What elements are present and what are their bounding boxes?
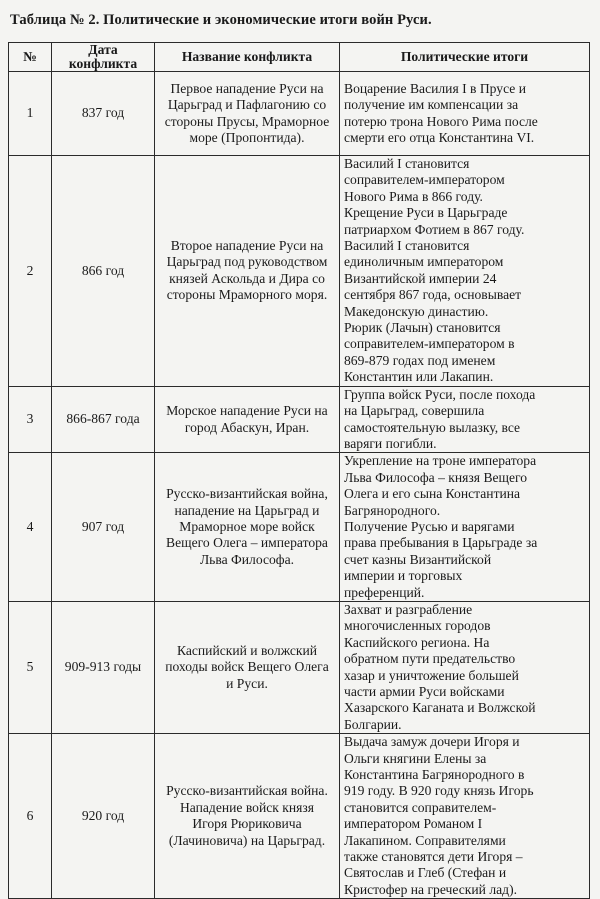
conflict-name-line: море (Пропонтида).: [189, 129, 305, 145]
conflict-name-line: Царьград и Пафлагонию со: [167, 97, 327, 113]
political-results-line: на Царьград, совершила: [344, 403, 485, 419]
conflict-name: [155, 734, 340, 899]
conflict-name: [155, 156, 340, 387]
political-results-line: Болгарии.: [344, 716, 402, 732]
political-results-line: Лакапином. Соправителями: [344, 832, 506, 848]
conflict-name-line: Нападение войск князя: [179, 799, 315, 815]
conflict-name-line: Мраморное море войск: [179, 518, 315, 534]
political-results-line: Византийской империи 24: [344, 270, 497, 286]
political-results: [340, 601, 590, 733]
row-number: 4: [9, 453, 52, 602]
political-results-line: соправителем-императором в: [344, 336, 515, 352]
political-results-line: становится соправителем-: [344, 799, 497, 815]
conflict-name-line: и Руси.: [226, 675, 268, 691]
table-row: [9, 734, 590, 899]
table-title: Таблица № 2. Политические и экономические итоги войн Руси.: [10, 12, 432, 28]
political-results-line: Нового Рима в 866 году.: [344, 188, 483, 204]
table-row: [9, 453, 590, 602]
political-results-line: Олега и его сына Константина: [344, 486, 521, 502]
political-results-line: потерю трона Нового Рима после: [344, 113, 538, 129]
political-results-line: Хазарского Каганата и Волжской: [344, 700, 536, 716]
political-results-line: преференций.: [344, 584, 425, 600]
political-results: [340, 156, 590, 387]
conflict-name-line: Второе нападение Руси на: [170, 238, 324, 254]
conflict-name: [155, 72, 340, 156]
political-results-line: Рюрик (Лачын) становится: [344, 320, 501, 336]
political-results-line: Льва Философа – князя Вещего: [344, 469, 528, 485]
conflict-name-line: Русско-византийская война,: [166, 486, 328, 502]
row-number: 5: [9, 601, 52, 733]
political-results-line: хазар и уничтожение большей: [344, 667, 519, 683]
conflict-name-line: Морское нападение Руси на: [166, 403, 328, 419]
row-number: 2: [9, 156, 52, 387]
conflict-date: 866 год: [52, 156, 155, 387]
conflict-date: 907 год: [52, 453, 155, 602]
conflict-date: 866-867 года: [52, 386, 155, 453]
political-results-line: Багрянородного.: [344, 502, 441, 518]
political-results-line: права пребывания в Царьграде за: [344, 535, 538, 551]
conflict-date: 920 год: [52, 734, 155, 899]
wars-results-table: [8, 42, 590, 899]
table-row: [9, 72, 590, 156]
political-results-line: Кристофер на греческий лад).: [344, 881, 517, 897]
conflict-name-line: Русско-византийская война.: [166, 783, 328, 799]
political-results-line: самостоятельную вылазку, все: [344, 419, 521, 435]
political-results-line: обратном пути предательство: [344, 651, 516, 667]
conflict-name-line: нападение на Царьград и: [174, 502, 320, 518]
political-results-line: Василий I становится: [344, 238, 470, 254]
political-results-line: также становятся дети Игоря –: [344, 849, 523, 865]
conflict-name-line: Льва Философа.: [199, 551, 295, 567]
political-results-line: многочисленных городов: [344, 618, 491, 634]
conflict-name-line: Царьград под руководством: [166, 254, 328, 270]
header-political-results: Политические итоги: [340, 43, 590, 72]
political-results: [340, 453, 590, 602]
row-number: 3: [9, 386, 52, 453]
table-row: [9, 386, 590, 453]
conflict-name-line: город Абаскун, Иран.: [184, 419, 310, 435]
political-results-line: Захват и разграбление: [344, 601, 473, 617]
political-results-line: Группа войск Руси, после похода: [344, 386, 536, 402]
political-results-line: смерти его отца Константина VI.: [344, 129, 535, 145]
political-results-line: Василий I становится: [344, 156, 470, 171]
conflict-name-line: (Лачиновича) на Царьград.: [168, 832, 326, 848]
political-results-line: Укрепление на троне императора: [344, 453, 537, 469]
political-results-line: Каспийского региона. На: [344, 634, 490, 650]
conflict-name-line: Вещего Олега – императора: [166, 535, 328, 551]
political-results-line: императором Романом I: [344, 816, 483, 832]
conflict-name-line: Первое нападение Руси на: [170, 80, 324, 96]
political-results-line: патриархом Фотием в 867 году.: [344, 221, 525, 237]
header-date: Дата конфликта: [52, 43, 155, 72]
row-number: 1: [9, 72, 52, 156]
table-row: [9, 601, 590, 733]
political-results-line: части армии Руси войсками: [344, 684, 505, 699]
conflict-name: [155, 453, 340, 602]
political-results-line: 869-879 годах под именем: [344, 352, 496, 368]
conflict-date: 837 год: [52, 72, 155, 156]
political-results-line: Получение Русью и варягами: [344, 518, 515, 534]
conflict-date: 909-913 годы: [52, 601, 155, 733]
conflict-name-line: Каспийский и волжский: [176, 642, 318, 658]
row-number: 6: [9, 734, 52, 899]
table-header-row: [9, 43, 590, 72]
conflict-name-line: стороны Мраморного моря.: [166, 287, 328, 303]
political-results-line: соправителем-императором: [344, 172, 505, 188]
political-results-line: получение им компенсации за: [344, 97, 519, 113]
political-results-line: счет казны Византийской: [344, 551, 492, 567]
political-results-line: варяги погибли.: [344, 435, 437, 451]
political-results-line: Константина Багрянородного в: [344, 767, 525, 783]
political-results-line: Ольги княгини Елены за: [344, 750, 487, 766]
political-results-line: сентября 867 года, основывает: [344, 287, 522, 303]
political-results-line: Македонскую династию.: [344, 303, 489, 319]
conflict-name-line: стороны Прусы, Мраморное: [164, 113, 330, 129]
conflict-name: [155, 601, 340, 733]
conflict-name: [155, 386, 340, 453]
political-results-line: Крещение Руси в Царьграде: [344, 205, 508, 221]
political-results-line: Выдача замуж дочери Игоря и: [344, 734, 520, 750]
political-results: [340, 72, 590, 156]
conflict-name-line: Игоря Рюриковича: [192, 816, 302, 832]
political-results-line: Святослав и Глеб (Стефан и: [344, 865, 507, 881]
political-results-line: 919 году. В 920 году князь Игорь: [344, 783, 534, 799]
header-number: №: [9, 43, 52, 72]
conflict-name-line: походы войск Вещего Олега: [165, 659, 329, 675]
political-results-line: Воцарение Василия I в Прусе и: [344, 80, 526, 96]
table-row: [9, 156, 590, 387]
political-results-line: единоличным императором: [344, 254, 504, 270]
conflict-name-line: князей Аскольда и Дира со: [169, 270, 325, 286]
political-results-line: Константин или Лакапин.: [344, 369, 494, 385]
header-conflict-name: Название конфликта: [155, 43, 340, 72]
political-results: [340, 386, 590, 453]
political-results: [340, 734, 590, 899]
political-results-line: империи и торговых: [344, 568, 463, 584]
